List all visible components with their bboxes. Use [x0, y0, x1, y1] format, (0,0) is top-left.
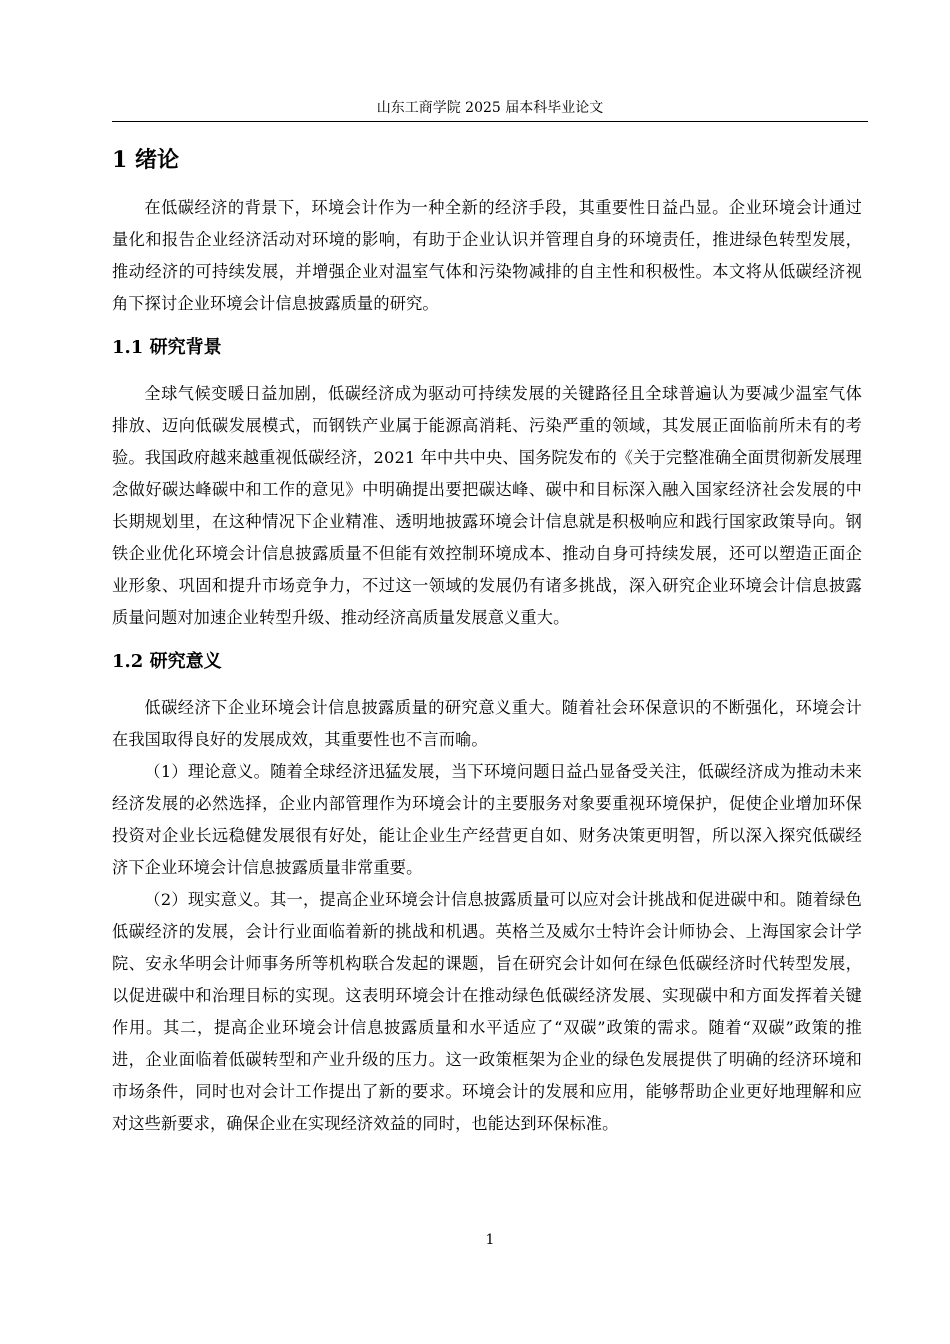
page-number: 1 [485, 1232, 495, 1248]
chapter-title: 1 绪论 [112, 147, 179, 173]
significance-paragraph-theory: （1）理论意义。随着全球经济迅猛发展，当下环境问题日益凸显备受关注，低碳经济成为推动未来经济发展的必然选择，企业内部管理作为环境会计的主要服务对象要重视环境保护，促使企业增加环保投资对企业长远稳健发展很有好处，能让企业生产经营更自如、财务决策更明智，所以深入探究低碳经济下企业环境会计信息披露质量非常重要。 [112, 762, 862, 877]
section-title-significance: 1.2 研究意义 [112, 651, 222, 672]
page-body [112, 140, 862, 1140]
background-paragraph: 全球气候变暖日益加剧，低碳经济成为驱动可持续发展的关键路径且全球普遍认为要减少温室气体排放、迈向低碳发展模式，而钢铁产业属于能源高消耗、污染严重的领域，其发展正面临前所未有的考验。我国政府越来越重视低碳经济，2021 年中共中央、国务院发布的《关于完整准确全面贯彻新发展理念做好碳达峰碳中和工作的意见》中明确提出要把碳达峰、碳中和目标深入融入国家经济社会发展的中长期规划里，在这种情况下企业精准、透明地披露环境会计信息就是积极响应和践行国家政策导向。钢铁企业优化环境会计信息披露质量不但能有效控制环境成本、推动自身可持续发展，还可以塑造正面企业形象、巩固和提升市场竞争力，不过这一领域的发展仍有诸多挑战，深入研究企业环境会计信息披露质量问题对加速企业转型升级、推动经济高质量发展意义重大。 [112, 384, 862, 627]
significance-paragraph-intro: 低碳经济下企业环境会计信息披露质量的研究意义重大。随着社会环保意识的不断强化，环境会计在我国取得良好的发展成效，其重要性也不言而喻。 [112, 698, 862, 749]
section-title-background: 1.1 研究背景 [112, 337, 222, 358]
chapter-intro-paragraph: 在低碳经济的背景下，环境会计作为一种全新的经济手段，其重要性日益凸显。企业环境会计通过量化和报告企业经济活动对环境的影响，有助于企业认识并管理自身的环境责任，推进绿色转型发展，推动经济的可持续发展，并增强企业对温室气体和污染物减排的自主性和积极性。本文将从低碳经济视角下探讨企业环境会计信息披露质量的研究。 [112, 198, 862, 313]
header-divider [112, 121, 868, 122]
significance-paragraph-practice: （2）现实意义。其一，提高企业环境会计信息披露质量可以应对会计挑战和促进碳中和。随着绿色低碳经济的发展，会计行业面临着新的挑战和机遇。英格兰及威尔士特许会计师协会、上海国家会计学院、安永华明会计师事务所等机构联合发起的课题，旨在研究会计如何在绿色低碳经济时代转型发展，以促进碳中和治理目标的实现。这表明环境会计在推动绿色低碳经济发展、实现碳中和方面发挥着关键作用。其二，提高企业环境会计信息披露质量和水平适应了“双碳”政策的需求。随着“双碳”政策的推进，企业面临着低碳转型和产业升级的压力。这一政策框架为企业的绿色发展提供了明确的经济环境和市场条件，同时也对会计工作提出了新的要求。环境会计的发展和应用，能够帮助企业更好地理解和应对这些新要求，确保企业在实现经济效益的同时，也能达到环保标准。 [112, 890, 862, 1133]
running-header: 山东工商学院 2025 届本科毕业论文 [376, 100, 604, 116]
